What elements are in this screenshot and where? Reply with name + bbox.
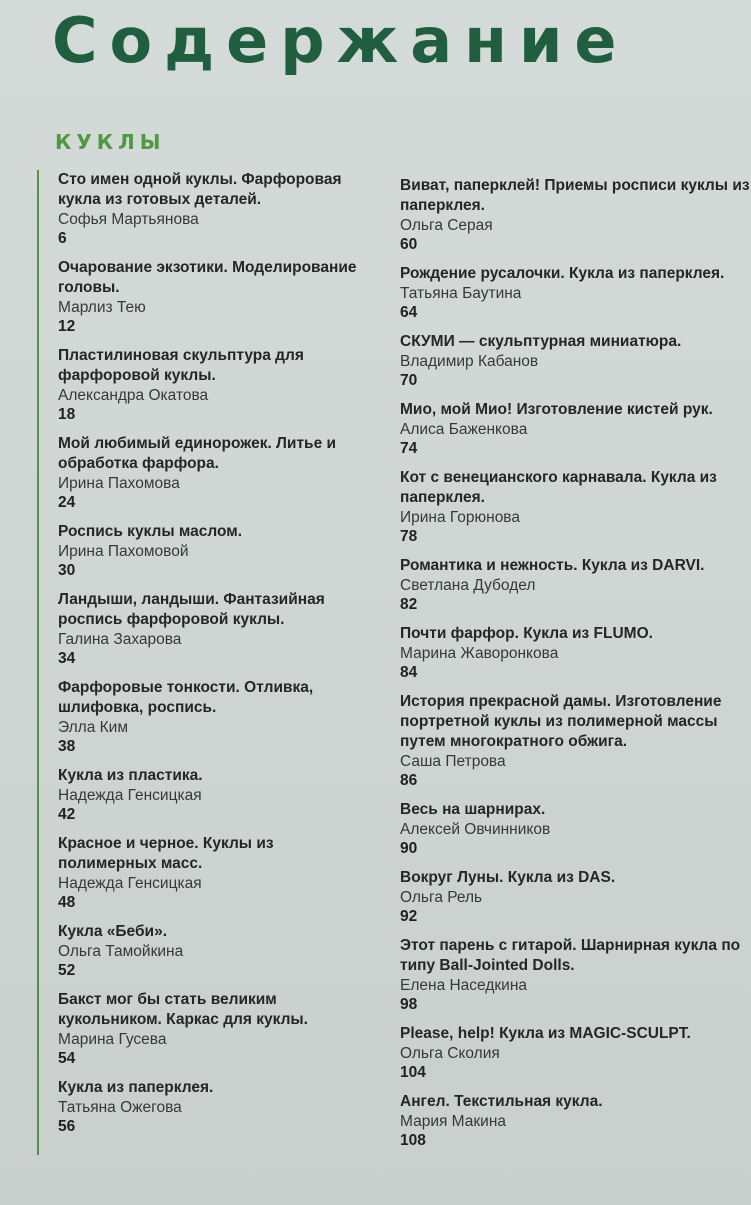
toc-left-column bbox=[58, 170, 358, 1146]
toc-entry bbox=[400, 400, 750, 459]
entry-title: Мио, мой Мио! Изготовление кистей рук. bbox=[400, 401, 713, 418]
toc-entry bbox=[58, 258, 358, 337]
entry-title: Вокруг Луны. Кукла из DAS. bbox=[400, 869, 616, 886]
entry-page-number: 56 bbox=[58, 1118, 76, 1135]
entry-title: Бакст мог бы стать великим кукольником. Каркас для куклы. bbox=[58, 991, 308, 1028]
toc-entry bbox=[58, 170, 358, 249]
entry-page-number: 92 bbox=[400, 908, 418, 925]
entry-title: История прекрасной дамы. Изготовление портретной куклы из полимерной массы путем многократного обжига. bbox=[400, 693, 722, 750]
entry-title: Виват, паперклей! Приемы росписи куклы из паперклея. bbox=[400, 177, 750, 214]
entry-title: Почти фарфор. Кукла из FLUMO. bbox=[400, 625, 653, 642]
toc-entry bbox=[58, 1078, 358, 1137]
toc-entry bbox=[400, 800, 750, 859]
entry-title: Кот с венецианского карнавала. Кукла из паперклея. bbox=[400, 469, 717, 506]
entry-author: Елена Наседкина bbox=[400, 977, 527, 994]
entry-title: Очарование экзотики. Моделирование головы. bbox=[58, 259, 357, 296]
entry-page-number: 38 bbox=[58, 738, 76, 755]
entry-author: Элла Ким bbox=[58, 719, 128, 736]
entry-author: Галина Захарова bbox=[58, 631, 182, 648]
entry-page-number: 52 bbox=[58, 962, 76, 979]
entry-author: Ольга Сколия bbox=[400, 1045, 500, 1062]
entry-author: Татьяна Ожегова bbox=[58, 1099, 182, 1116]
toc-entry bbox=[58, 434, 358, 513]
entry-page-number: 82 bbox=[400, 596, 418, 613]
entry-author: Ольга Тамойкина bbox=[58, 943, 184, 960]
entry-author: Надежда Генсицкая bbox=[58, 787, 202, 804]
toc-entry bbox=[58, 590, 358, 669]
entry-author: Ирина Пахомова bbox=[58, 475, 180, 492]
toc-entry bbox=[400, 624, 750, 683]
entry-title: Кукла из пластика. bbox=[58, 767, 203, 784]
entry-title: Кукла «Беби». bbox=[58, 923, 168, 940]
entry-author: Алексей Овчинников bbox=[400, 821, 551, 838]
entry-title: Ландыши, ландыши. Фантазийная роспись фарфоровой куклы. bbox=[58, 591, 325, 628]
entry-author: Софья Мартьянова bbox=[58, 211, 199, 228]
toc-entry bbox=[58, 678, 358, 757]
entry-title: Кукла из паперклея. bbox=[58, 1079, 214, 1096]
entry-author: Марина Жаворонкова bbox=[400, 645, 559, 662]
entry-page-number: 78 bbox=[400, 528, 418, 545]
entry-page-number: 108 bbox=[400, 1132, 426, 1149]
entry-author: Ирина Пахомовой bbox=[58, 543, 189, 560]
entry-page-number: 86 bbox=[400, 772, 418, 789]
entry-title: Please, help! Кукла из MAGIC-SCULPT. bbox=[400, 1025, 691, 1042]
entry-page-number: 104 bbox=[400, 1064, 426, 1081]
toc-right-column bbox=[400, 176, 750, 1160]
entry-title: Романтика и нежность. Кукла из DARVI. bbox=[400, 557, 705, 574]
entry-page-number: 30 bbox=[58, 562, 76, 579]
entry-title: Сто имен одной куклы. Фарфоровая кукла из готовых деталей. bbox=[58, 171, 342, 208]
entry-title: Рождение русалочки. Кукла из паперклея. bbox=[400, 265, 725, 282]
page-title: Содержание bbox=[52, 4, 629, 77]
entry-page-number: 48 bbox=[58, 894, 76, 911]
entry-page-number: 54 bbox=[58, 1050, 76, 1067]
entry-page-number: 42 bbox=[58, 806, 76, 823]
entry-page-number: 90 bbox=[400, 840, 418, 857]
entry-page-number: 84 bbox=[400, 664, 418, 681]
toc-entry bbox=[400, 556, 750, 615]
entry-title: Фарфоровые тонкости. Отливка, шлифовка, роспись. bbox=[58, 679, 314, 716]
toc-entry bbox=[400, 176, 750, 255]
entry-author: Владимир Кабанов bbox=[400, 353, 539, 370]
entry-author: Надежда Генсицкая bbox=[58, 875, 202, 892]
entry-page-number: 64 bbox=[400, 304, 418, 321]
toc-entry bbox=[400, 936, 750, 1015]
entry-title: Красное и черное. Куклы из полимерных масс. bbox=[58, 835, 274, 872]
toc-entry bbox=[58, 922, 358, 981]
entry-author: Марина Гусева bbox=[58, 1031, 167, 1048]
entry-page-number: 74 bbox=[400, 440, 418, 457]
entry-page-number: 70 bbox=[400, 372, 418, 389]
entry-page-number: 12 bbox=[58, 318, 76, 335]
entry-title: Роспись куклы маслом. bbox=[58, 523, 243, 540]
entry-title: Этот парень с гитарой. Шарнирная кукла по типу Ball-Jointed Dolls. bbox=[400, 937, 741, 974]
toc-entry bbox=[400, 332, 750, 391]
toc-entry bbox=[58, 522, 358, 581]
toc-entry bbox=[58, 766, 358, 825]
entry-page-number: 60 bbox=[400, 236, 418, 253]
entry-page-number: 18 bbox=[58, 406, 76, 423]
toc-entry bbox=[400, 692, 750, 791]
entry-author: Алиса Баженкова bbox=[400, 421, 528, 438]
entry-title: Пластилиновая скульптура для фарфоровой куклы. bbox=[58, 347, 304, 384]
entry-author: Александра Окатова bbox=[58, 387, 209, 404]
entry-author: Светлана Дубодел bbox=[400, 577, 536, 594]
entry-author: Татьяна Баутина bbox=[400, 285, 522, 302]
entry-author: Саша Петрова bbox=[400, 753, 506, 770]
toc-entry bbox=[58, 990, 358, 1069]
entry-title: Мой любимый единорожек. Литье и обработка фарфора. bbox=[58, 435, 337, 472]
toc-entry bbox=[400, 1024, 750, 1083]
section-title: КУКЛЫ bbox=[55, 130, 166, 154]
entry-page-number: 6 bbox=[58, 230, 67, 247]
entry-page-number: 98 bbox=[400, 996, 418, 1013]
entry-title: Ангел. Текстильная кукла. bbox=[400, 1093, 603, 1110]
entry-author: Ольга Серая bbox=[400, 217, 493, 234]
entry-author: Ирина Горюнова bbox=[400, 509, 520, 526]
entry-page-number: 34 bbox=[58, 650, 76, 667]
toc-entry bbox=[400, 264, 750, 323]
toc-entry bbox=[58, 346, 358, 425]
toc-entry bbox=[400, 468, 750, 547]
toc-entry bbox=[58, 834, 358, 913]
entry-author: Мария Макина bbox=[400, 1113, 507, 1130]
toc-entry bbox=[400, 1092, 750, 1151]
entry-title: Весь на шарнирах. bbox=[400, 801, 546, 818]
column-divider bbox=[37, 170, 39, 1155]
toc-entry bbox=[400, 868, 750, 927]
entry-author: Марлиз Тею bbox=[58, 299, 146, 316]
entry-title: СКУМИ — скульптурная миниатюра. bbox=[400, 333, 682, 350]
entry-page-number: 24 bbox=[58, 494, 76, 511]
entry-author: Ольга Рель bbox=[400, 889, 483, 906]
